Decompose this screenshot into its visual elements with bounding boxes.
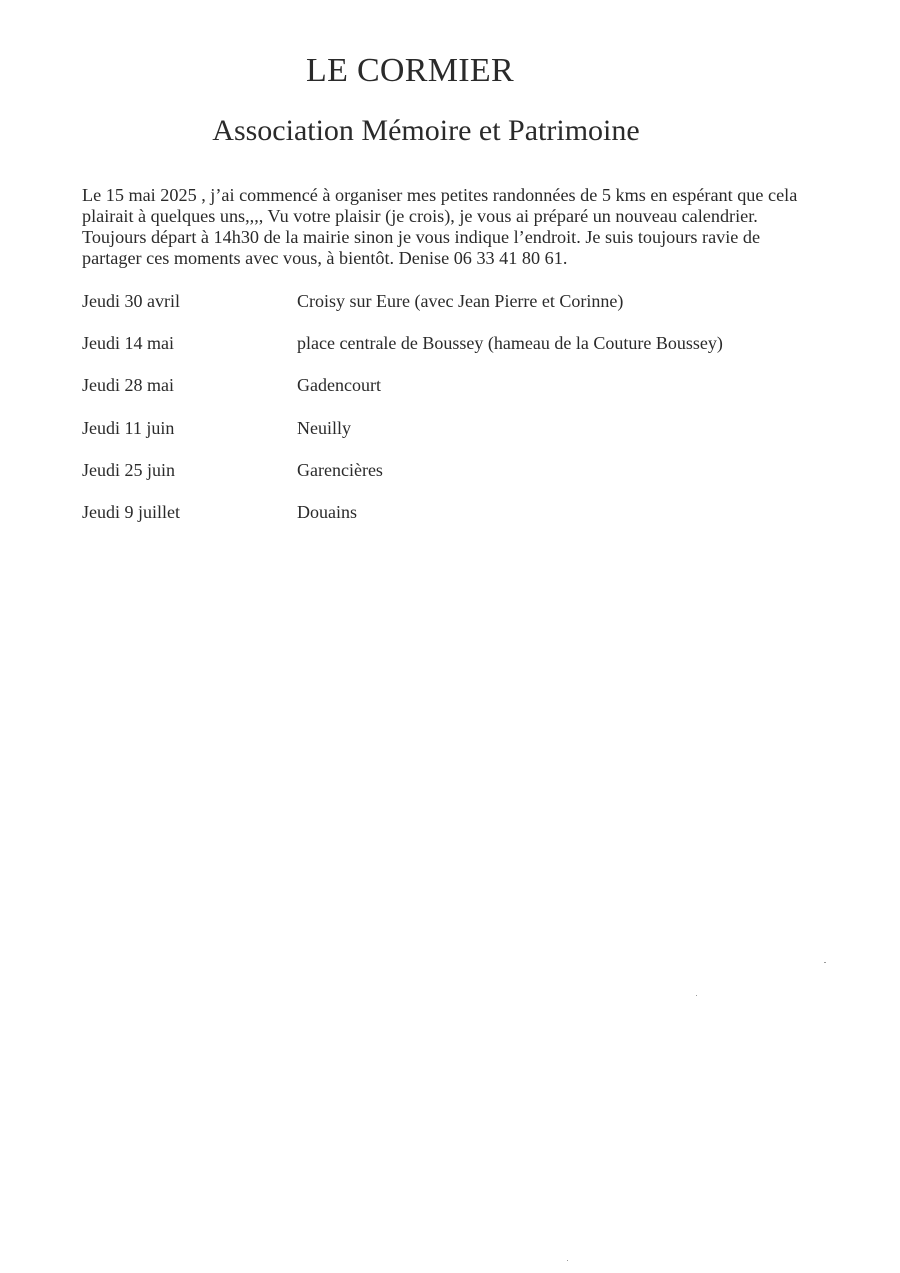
intro-line: partager ces moments avec vous, à bientôt. Denise 06 33 41 80 61.	[82, 248, 568, 268]
schedule-row	[82, 333, 822, 375]
intro-line: plairait à quelques uns,,,, Vu votre plaisir (je crois), je vous ai préparé un nouveau calendrier.	[82, 206, 758, 226]
schedule-row	[82, 418, 822, 460]
schedule-date: Jeudi 9 juillet	[82, 501, 180, 522]
schedule-row	[82, 460, 822, 502]
schedule-row	[82, 291, 822, 333]
schedule-place: Neuilly	[297, 417, 351, 438]
scan-speck	[696, 995, 697, 996]
page-subtitle: Association Mémoire et Patrimoine	[212, 114, 640, 147]
intro-line: Le 15 mai 2025 , j’ai commencé à organiser mes petites randonnées de 5 kms en espérant que cela	[82, 185, 798, 205]
schedule-place: Douains	[297, 501, 357, 522]
scan-speck	[824, 962, 826, 963]
schedule-place: Croisy sur Eure (avec Jean Pierre et Corinne)	[297, 291, 624, 311]
schedule-row	[82, 375, 822, 417]
intro-line: Toujours départ à 14h30 de la mairie sinon je vous indique l’endroit. Je suis toujours ravie de	[82, 227, 761, 247]
page-title: LE CORMIER	[306, 52, 514, 89]
schedule-date: Jeudi 30 avril	[82, 291, 180, 311]
schedule-date: Jeudi 14 mai	[82, 333, 174, 354]
schedule-place: Garencières	[297, 459, 383, 480]
schedule-date: Jeudi 11 juin	[82, 417, 175, 438]
walk-schedule	[82, 291, 822, 544]
schedule-row	[82, 502, 822, 544]
schedule-place: Gadencourt	[297, 375, 381, 396]
scan-speck	[567, 1260, 568, 1261]
schedule-date: Jeudi 28 mai	[82, 375, 174, 396]
intro-paragraph	[82, 185, 822, 269]
schedule-date: Jeudi 25 juin	[82, 459, 175, 480]
schedule-place: place centrale de Boussey (hameau de la Couture Boussey)	[297, 333, 723, 354]
